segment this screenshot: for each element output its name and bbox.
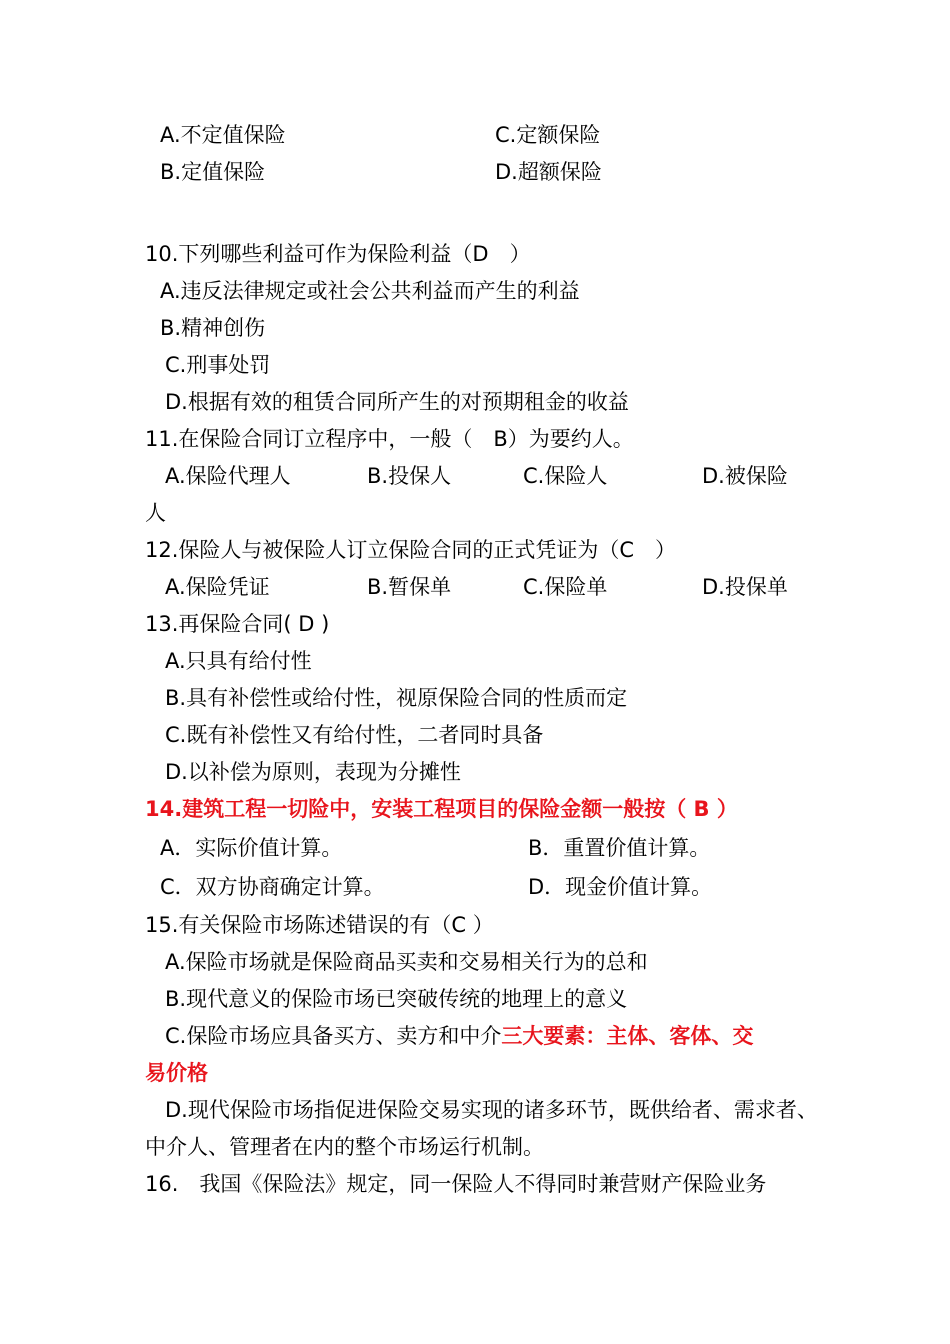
q12-stem: 12.保险人与被保险人订立保险合同的正式凭证为（C ） [145, 538, 677, 562]
q12-option-c: C.保险单 [523, 575, 608, 599]
q15-option-a: A.保险市场就是保险商品买卖和交易相关行为的总和 [165, 950, 648, 974]
q11-option-c: C.保险人 [523, 464, 608, 488]
q13-option-b: B.具有补偿性或给付性，视原保险合同的性质而定 [165, 686, 628, 710]
q14-option-a: A．实际价值计算。 [160, 836, 343, 860]
q13-option-d: D.以补偿为原则，表现为分摊性 [165, 760, 461, 784]
q11-option-d-continued: 人 [145, 501, 166, 525]
q12-option-b: B.暂保单 [367, 575, 452, 599]
q13-stem: 13.再保险合同( D ) [145, 612, 330, 636]
q10-stem: 10.下列哪些利益可作为保险利益（D ） [145, 242, 531, 266]
q9-option-a: A.不定值保险 [160, 123, 286, 147]
q12-option-d: D.投保单 [702, 575, 788, 599]
q10-option-b: B.精神创伤 [160, 316, 266, 340]
q9-option-c: C.定额保险 [495, 123, 601, 147]
q15-option-c [165, 1021, 753, 1051]
q11-option-a: A.保险代理人 [165, 464, 291, 488]
q15-option-c-text: C.保险市场应具备买方、卖方和中介 [165, 1024, 502, 1048]
q15-stem: 15.有关保险市场陈述错误的有（C ） [145, 913, 494, 937]
q15-option-b: B.现代意义的保险市场已突破传统的地理上的意义 [165, 987, 628, 1011]
q11-option-d: D.被保险 [702, 464, 788, 488]
q15-option-c-note: 三大要素：主体、客体、交 [501, 1024, 754, 1048]
q15-option-d-continued: 中介人、管理者在内的整个市场运行机制。 [145, 1135, 544, 1159]
q9-option-d: D.超额保险 [495, 160, 602, 184]
q14-option-b: B．重置价值计算。 [528, 836, 711, 860]
q10-option-c: C.刑事处罚 [165, 353, 271, 377]
q16-stem: 16. 我国《保险法》规定，同一保险人不得同时兼营财产保险业务 [145, 1172, 767, 1196]
q11-stem: 11.在保险合同订立程序中，一般（ B）为要约人。 [145, 427, 634, 451]
q14-option-c: C．双方协商确定计算。 [160, 875, 385, 899]
q13-option-a: A.只具有给付性 [165, 649, 312, 673]
q15-option-d: D.现代保险市场指促进保险交易实现的诸多环节，既供给者、需求者、 [165, 1098, 818, 1122]
q9-option-b: B.定值保险 [160, 160, 266, 184]
q10-option-d: D.根据有效的租赁合同所产生的对预期租金的收益 [165, 390, 629, 414]
q13-option-c: C.既有补偿性又有给付性，二者同时具备 [165, 723, 544, 747]
q14-option-d: D．现金价值计算。 [528, 875, 713, 899]
q15-option-c-note-continued: 易价格 [145, 1061, 208, 1085]
q12-option-a: A.保险凭证 [165, 575, 270, 599]
q14-stem: 14.建筑工程一切险中，安装工程项目的保险金额一般按（ B ） [145, 797, 738, 821]
q10-option-a: A.违反法律规定或社会公共利益而产生的利益 [160, 279, 580, 303]
q11-option-b: B.投保人 [367, 464, 452, 488]
